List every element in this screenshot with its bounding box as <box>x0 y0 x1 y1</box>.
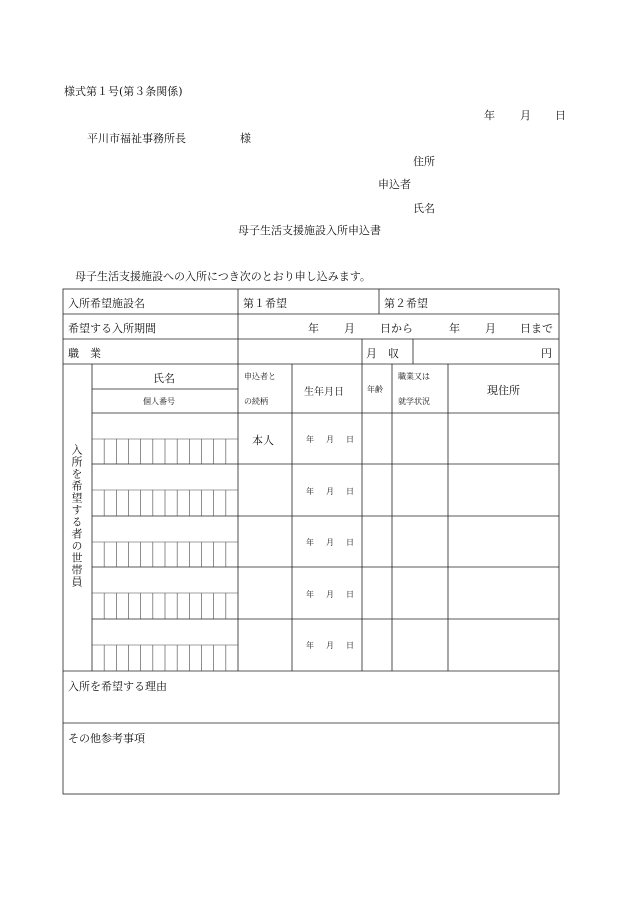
col-address: 現住所 <box>487 384 520 397</box>
period-label: 希望する入所期間 <box>68 322 156 335</box>
birth-month[interactable]: 月 <box>326 590 334 599</box>
name-label: 氏名 <box>413 202 435 215</box>
reason-label: 入所を希望する理由 <box>68 680 167 693</box>
period-month-to[interactable]: 月 <box>485 322 496 335</box>
self-relation: 本人 <box>252 434 274 447</box>
period-month-from[interactable]: 月 <box>344 322 355 335</box>
col-occ-2: 就学状況 <box>398 397 430 406</box>
period-from[interactable]: 日から <box>380 322 413 335</box>
col-birth: 生年月日 <box>304 387 344 398</box>
birth-year[interactable]: 年 <box>306 590 314 599</box>
date-month: 月 <box>520 109 531 122</box>
honorific: 様 <box>240 132 251 145</box>
other-label: その他参考事項 <box>68 732 145 745</box>
income-label: 月 収 <box>366 347 399 360</box>
intro-text: 母子生活支援施設への入所につき次のとおり申し込みます。 <box>75 270 371 283</box>
first-choice-field[interactable]: 第１希望 <box>243 297 287 310</box>
period-year-to[interactable]: 年 <box>449 322 460 335</box>
col-name: 氏名 <box>153 372 175 385</box>
birth-day[interactable]: 日 <box>346 538 354 547</box>
form-title: 母子生活支援施設入所申込書 <box>238 224 381 237</box>
second-choice-field[interactable]: 第２希望 <box>384 297 428 310</box>
occupation-label: 職 業 <box>68 347 101 360</box>
birth-year[interactable]: 年 <box>306 641 314 650</box>
period-to[interactable]: 日まで <box>520 322 553 335</box>
birth-year[interactable]: 年 <box>306 435 314 444</box>
addressee: 平川市福祉事務所長 <box>87 132 186 145</box>
birth-year[interactable]: 年 <box>306 487 314 496</box>
birth-year[interactable]: 年 <box>306 538 314 547</box>
birth-month[interactable]: 月 <box>326 435 334 444</box>
facility-label: 入所希望施設名 <box>68 297 145 310</box>
household-label: 入所を希望する者の世帯員 <box>70 444 83 588</box>
birth-day[interactable]: 日 <box>346 435 354 444</box>
address-label: 住所 <box>413 155 435 168</box>
date-year: 年 <box>484 109 495 122</box>
birth-month[interactable]: 月 <box>326 487 334 496</box>
birth-month[interactable]: 月 <box>326 641 334 650</box>
yen-unit: 円 <box>541 347 552 360</box>
applicant-label: 申込者 <box>378 178 411 191</box>
form-number: 様式第１号(第３条関係) <box>64 85 183 98</box>
col-occ-1: 職業又は <box>398 372 430 381</box>
col-relation-2: の続柄 <box>244 397 268 406</box>
col-relation-1: 申込者と <box>244 372 276 381</box>
birth-day[interactable]: 日 <box>346 590 354 599</box>
birth-month[interactable]: 月 <box>326 538 334 547</box>
col-age: 年齢 <box>367 385 383 394</box>
period-year-from[interactable]: 年 <box>308 322 319 335</box>
birth-day[interactable]: 日 <box>346 487 354 496</box>
col-personal-number: 個人番号 <box>143 397 175 406</box>
date-day: 日 <box>555 109 566 122</box>
birth-day[interactable]: 日 <box>346 641 354 650</box>
